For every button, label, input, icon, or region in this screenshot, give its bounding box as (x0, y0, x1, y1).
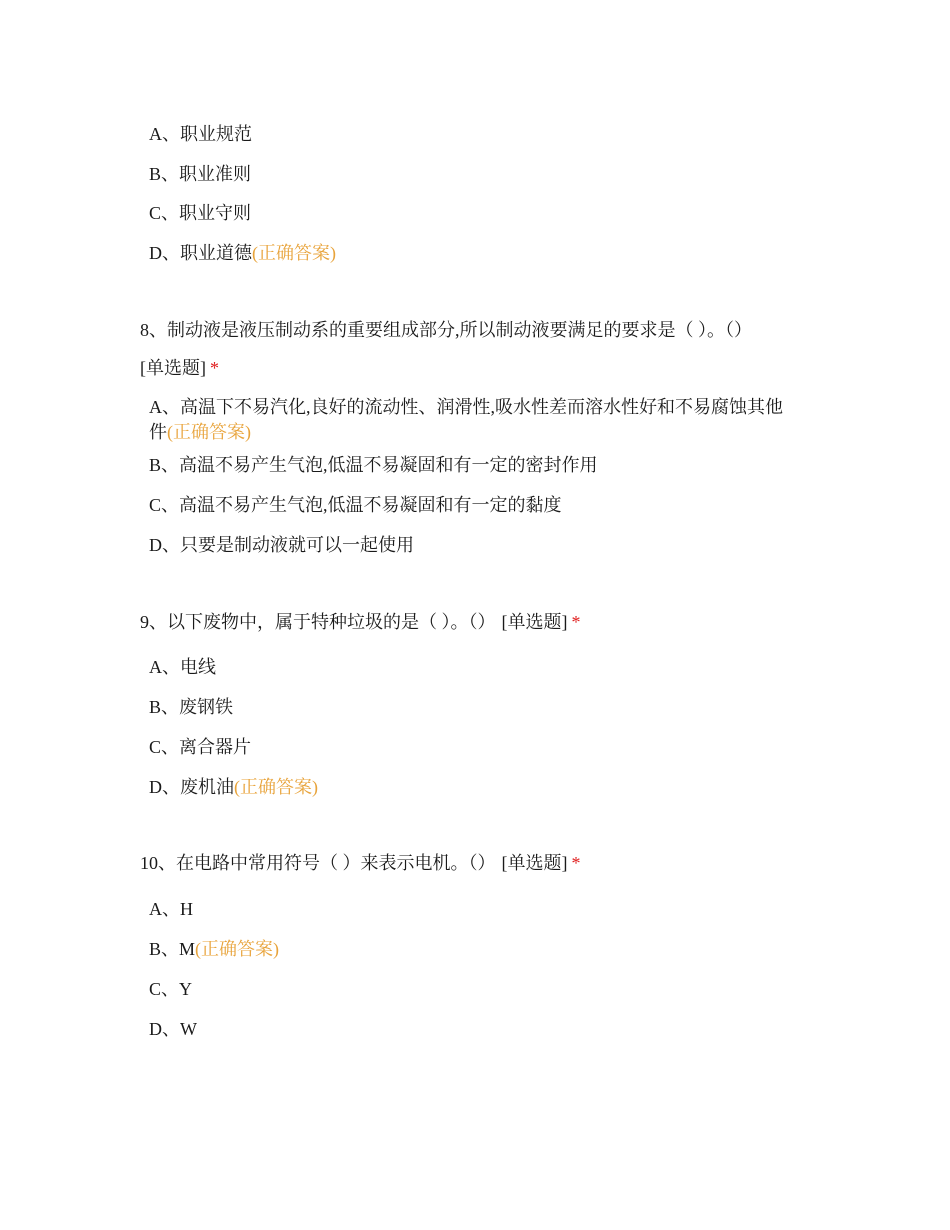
option-letter: D、 (149, 1019, 180, 1039)
option-letter: A、 (149, 899, 180, 919)
q8-option-d[interactable] (149, 533, 414, 557)
option-text: 职业道德 (180, 243, 252, 263)
option-text: 只要是制动液就可以一起使用 (180, 535, 414, 555)
q10-option-a[interactable] (149, 897, 193, 921)
q8-type-line (140, 356, 219, 380)
option-letter: C、 (149, 203, 180, 223)
q10-option-c[interactable] (149, 977, 192, 1001)
option-letter: C、 (149, 495, 180, 515)
option-text: 高温不易产生气泡,低温不易凝固和有一定的黏度 (179, 495, 562, 515)
option-text: 高温下不易汽化,良好的流动性、润滑性,吸水性差而溶水性好和不易腐蚀其他件 (149, 397, 783, 442)
required-mark: * (571, 612, 581, 632)
question-text: 8、制动液是液压制动系的重要组成部分,所以制动液要满足的要求是（ ）。（） (140, 320, 752, 340)
q7-option-d[interactable] (149, 241, 336, 265)
option-letter: A、 (149, 124, 180, 144)
option-letter: C、 (149, 979, 180, 999)
option-text: 离合器片 (179, 737, 252, 757)
option-text: 废机油 (180, 777, 234, 797)
q9-title (140, 610, 581, 634)
q10-option-b[interactable] (149, 937, 279, 961)
option-text: 职业守则 (179, 203, 252, 223)
option-letter: B、 (149, 164, 180, 184)
q7-option-a[interactable] (149, 122, 252, 146)
correct-answer-tag: (正确答案) (252, 243, 336, 263)
question-text: 10、在电路中常用符号（ ）来表示电机。（） (140, 853, 496, 873)
option-text: H (180, 899, 193, 919)
q7-option-b[interactable] (149, 162, 251, 186)
q8-option-a[interactable] (149, 395, 799, 445)
option-letter: D、 (149, 535, 180, 555)
option-text: 职业准则 (179, 164, 252, 184)
q8-title (140, 318, 752, 342)
q9-option-b[interactable] (149, 695, 233, 719)
option-text: 电线 (180, 657, 216, 677)
q9-option-d[interactable] (149, 775, 318, 799)
required-mark: * (210, 358, 219, 378)
q7-option-c[interactable] (149, 201, 251, 225)
required-mark: * (571, 853, 581, 873)
option-text: 职业规范 (180, 124, 252, 144)
option-letter: B、 (149, 939, 180, 959)
question-type: [单选题] (501, 853, 568, 873)
option-text: M (179, 939, 196, 959)
q8-option-b[interactable] (149, 453, 598, 477)
option-letter: A、 (149, 657, 180, 677)
correct-answer-tag: (正确答案) (167, 422, 251, 442)
q9-option-c[interactable] (149, 735, 251, 759)
option-text: 废钢铁 (179, 697, 234, 717)
correct-answer-tag: (正确答案) (195, 939, 280, 959)
question-text: 9、以下废物中，属于特种垃圾的是（ ）。（） (140, 612, 496, 632)
q10-option-d[interactable] (149, 1017, 197, 1041)
option-text: Y (179, 979, 193, 999)
option-text: W (180, 1019, 197, 1039)
correct-answer-tag: (正确答案) (234, 777, 318, 797)
question-type: [单选题] (140, 358, 206, 378)
option-letter: C、 (149, 737, 180, 757)
option-letter: D、 (149, 243, 180, 263)
q10-title (140, 851, 581, 875)
option-text: 高温不易产生气泡,低温不易凝固和有一定的密封作用 (179, 455, 598, 475)
q9-option-a[interactable] (149, 655, 216, 679)
question-type: [单选题] (501, 612, 568, 632)
option-letter: B、 (149, 697, 180, 717)
q8-option-c[interactable] (149, 493, 562, 517)
option-letter: B、 (149, 455, 180, 475)
option-letter: A、 (149, 397, 180, 417)
option-letter: D、 (149, 777, 180, 797)
